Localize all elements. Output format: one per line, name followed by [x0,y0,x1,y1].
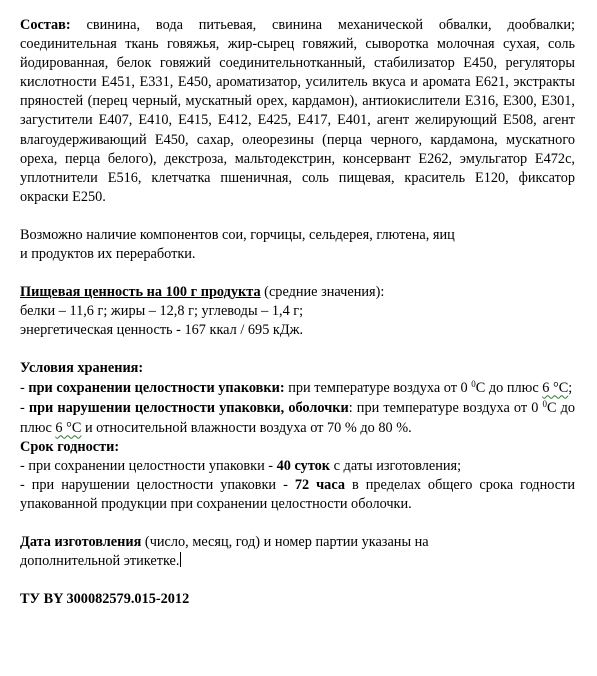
manufacture-paragraph [20,533,575,571]
manufacture-line-1: (число, месяц, год) и номер партии указаны на [141,534,429,551]
nutrition-suffix: (средние значения): [260,284,385,301]
storage-title: Условия хранения: [20,360,144,377]
allergens-line-1: Возможно наличие компонентов сои, горчицы, сельдерея, глютена, яиц [20,226,455,243]
manufacture-label: Дата изготовления [20,534,142,551]
nutrition-label: Пищевая ценность на 100 г продукта [20,284,261,301]
storage-item-2-temp: 6 °С [55,419,82,436]
nutrition-line-2: энергетическая ценность - 167 ккал / 695 кДж. [20,322,304,339]
allergens-line-2: и продуктов их переработки. [20,246,196,263]
composition-text: свинина, вода питьевая, свинина механической обвалки, дообвалки; соединительная ткань говяжья, жир-сырец говяжий, сыворотка молочная сухая, соль йодированная, белок говяжий соединительнотканный, стабилизатор E450, регуляторы кислотности E451, E331, E450, ароматизатор, усилитель вкуса и аромата E621, экстракты пряностей (перец черный, мускатный орех, кардамон), антиокислители E316, E300, E301, загустители E407, E410, E415, E412, E425, E417, E401, агент желирующий E508, агент влагоудерживающий E450, сахар, олеорезины (перца черного, кардамона, мускатного ореха, перца белого), декстроза, мальтодекстрин, консервант E262, эмульгатор E472c, уплотнители E516, клетчатка пшеничная, соль пищевая, краситель E120, фиксатор окраски E250. [20,17,575,205]
product-label-document [20,16,575,609]
manufacture-line-2: дополнительной этикетке. [20,553,180,570]
composition-label: Состав: [20,17,71,33]
storage-item-2: - при нарушении целостности упаковки, оболочки: при температуре воздуха от 0 $^0$С до плюс 6 °С и относительной влажности воздуха от 70 % до 80 %. [20,398,575,436]
storage-item-1: - при сохранении целостности упаковки: при температуре воздуха от 0 $^0$С до плюс 6 °С; [20,378,573,396]
allergens-paragraph [20,226,575,264]
storage-item-2-label: при нарушении целостности упаковки, оболочки [28,399,349,416]
storage-item-1-label: при сохранении целостности упаковки: [28,379,285,396]
text-cursor [180,552,181,567]
shelf-life-paragraph [20,438,575,514]
shelf-life-item-1: - при сохранении целостности упаковки - 40 суток с даты изготовления; [20,457,462,474]
shelf-life-item-2: - при нарушении целостности упаковки - 72 часа в пределах общего срока годности упакованной продукции при сохранении целостности оболочки. [20,476,575,513]
nutrition-line-1: белки – 11,6 г; жиры – 12,8 г; углеводы – 1,4 г; [20,303,304,320]
nutrition-paragraph [20,283,575,340]
shelf-life-title: Срок годности: [20,438,120,455]
storage-item-1-temp: 6 °С [542,379,569,396]
standard-paragraph [20,590,575,609]
storage-paragraph [20,359,575,437]
standard-code: ТУ BY 300082579.015-2012 [20,591,190,608]
composition-paragraph [20,16,575,207]
